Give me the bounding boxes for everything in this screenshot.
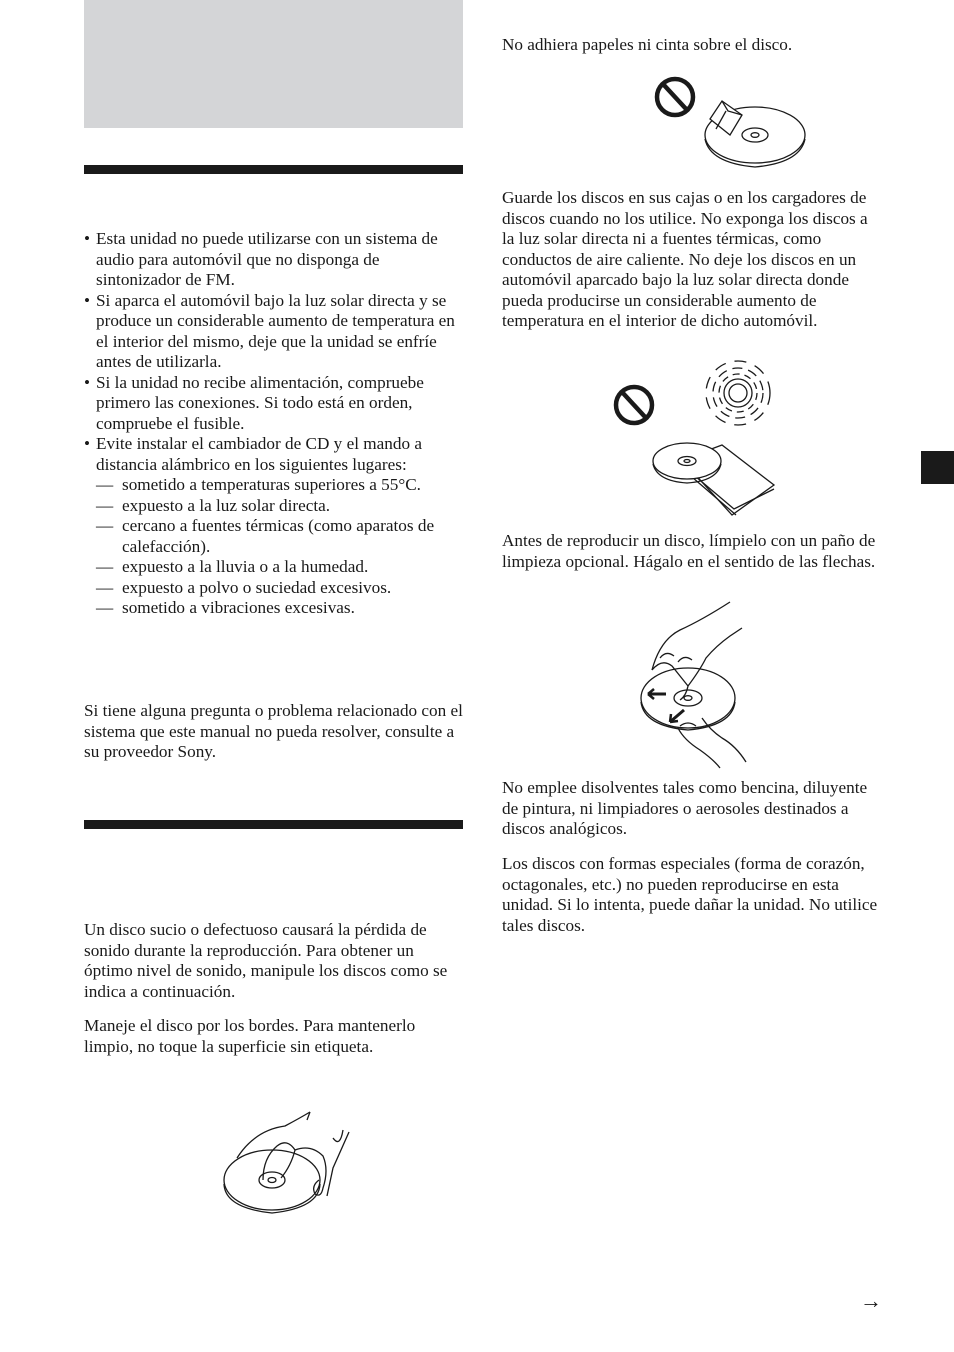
language-tab-marker [921, 451, 954, 484]
storage-paragraph: Guarde los discos en sus cajas o en los cargadores de discos cuando no los utilice. No exponga los discos a la luz solar directa ni a fuentes térmicas, como conductos de aire caliente. No deje los discos en un automóvil aparcado bajo la luz solar directa donde pueda producirse un considerable aumento de temperatura en el interior de dicho automóvil. [502, 188, 868, 330]
section-rule-discs [84, 820, 463, 829]
list-item: — sometido a vibraciones excesivas. [96, 598, 355, 617]
handle-edges-paragraph: Maneje el disco por los bordes. Para mantenerlo limpio, no toque la superficie sin etiqueta. [84, 1016, 416, 1056]
list-item: — expuesto a la lluvia o a la humedad. [96, 557, 369, 576]
list-item: — expuesto a polvo o suciedad excesivos. [96, 577, 392, 597]
precautions-section [84, 229, 464, 619]
no-sun-heat-illustration [612, 365, 787, 520]
no-paper-paragraph: No adhiera papeles ni cinta sobre el disco. [502, 35, 793, 54]
list-item: — sometido a temperaturas superiores a 55°C. [96, 475, 421, 494]
no-solvents-paragraph: No emplee disolventes tales como bencina, diluyente de pintura, ni limpiadores o aerosoles destinados a discos analógicos. [502, 778, 868, 838]
list-item: • Esta unidad no puede utilizarse con un sistema de audio para automóvil que no disponga de sintonizador de FM. [84, 229, 438, 289]
header-gray-box [84, 0, 463, 128]
list-item: • Evite instalar el cambiador de CD y el mando a distancia alámbrico en los siguientes lugares: [84, 434, 422, 474]
precautions-list [84, 229, 464, 475]
disc-held-by-edges-illustration [215, 1108, 365, 1220]
contact-note: Si tiene alguna pregunta o problema relacionado con el sistema que este manual no pueda resolver, consulte a su proveedor Sony. [84, 701, 463, 761]
list-item: — cercano a fuentes térmicas (como aparatos de calefacción). [96, 516, 435, 556]
list-item: • Si la unidad no recibe alimentación, compruebe primero las conexiones. Si todo está en orden, compruebe el fusible. [84, 372, 424, 433]
list-item: • Si aparca el automóvil bajo la luz solar directa y se produce un considerable aumento de temperatura en el interior del mismo, deje que la unidad se enfríe antes de utilizarla. [84, 290, 455, 371]
list-item: — expuesto a la luz solar directa. [96, 495, 331, 515]
continue-arrow-icon: → [860, 1288, 882, 1313]
disc-cleaning-illustration [640, 600, 755, 770]
locations-list [84, 475, 464, 619]
disc-intro-paragraph: Un disco sucio o defectuoso causará la pérdida de sonido durante la reproducción. Para obtener un óptimo nivel de sonido, manipule los discos como se indica a continuación. [84, 920, 448, 1001]
cleaning-paragraph: Antes de reproducir un disco, límpielo con un paño de limpieza opcional. Hágalo en el sentido de las flechas. [502, 531, 876, 571]
no-tape-on-disc-illustration [650, 75, 810, 175]
section-rule-precautions [84, 165, 463, 174]
special-shapes-paragraph: Los discos con formas especiales (forma de corazón, octagonales, etc.) no pueden reproducirse en esta unidad. Si lo intenta, puede dañar la unidad. No utilice tales discos. [502, 854, 878, 935]
